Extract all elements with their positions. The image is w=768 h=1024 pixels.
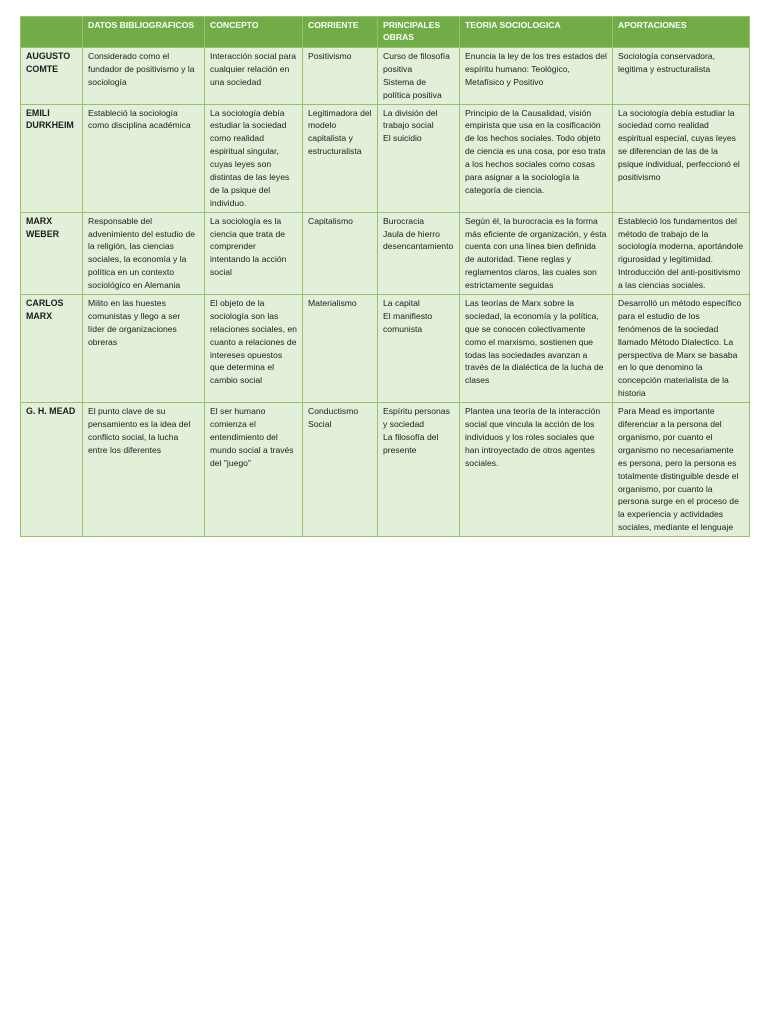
teoria-cell: Enuncia la ley de los tres estados del espíritu humano: Teológico, Metafísico y Positivo xyxy=(460,48,613,105)
concepto-cell: Interacción social para cualquier relación en una sociedad xyxy=(205,48,303,105)
teoria-cell: Las teorías de Marx sobre la sociedad, la economía y la política, que se conocen colectivamente como el marxismo, sostienen que todas las sociedades avanzan a través de la dialéctica de la lucha de clases xyxy=(460,295,613,403)
header-teoria-sociologica: TEORIA SOCIOLOGICA xyxy=(460,17,613,48)
obra-title: La filosofía del presente xyxy=(383,431,439,455)
obra-title: desencantamiento xyxy=(383,241,454,252)
document-page xyxy=(20,16,749,537)
table-row xyxy=(21,48,750,105)
obra-title: Jaula de hierro xyxy=(383,228,440,239)
sociologists-table xyxy=(20,16,750,537)
aportaciones-cell: Desarrolló un método específico para el estudio de los fenómenos de la sociedad llamado Método Dialectico. La perspectiva de Marx se basaba en lo que denomino la concepción materialista de la historia xyxy=(613,295,750,403)
obras-cell xyxy=(378,403,460,537)
teoria-cell: Según él, la burocracia es la forma más eficiente de organización, y ésta cuenta con una línea bien definida de autoridad. Tiene reglas y reglamentos claros, las cuales son estrictamente seguidas xyxy=(460,212,613,294)
obra-title: El manifiesto comunista xyxy=(383,310,433,334)
datos-cell: Considerado como el fundador de positivismo y la sociología xyxy=(83,48,205,105)
obra-title: Espíritu personas y sociedad xyxy=(383,406,450,430)
teoria-cell: Plantea una teoría de la interacción social que vincula la acción de los individuos y los roles sociales que han introyectado de otros agentes sociales. xyxy=(460,403,613,537)
obra-title: El suicidio xyxy=(383,133,422,144)
table-row xyxy=(21,403,750,537)
obra-title: Burocracia xyxy=(383,215,425,226)
datos-cell: Estableció la sociología como disciplina académica xyxy=(83,104,205,212)
obras-cell xyxy=(378,104,460,212)
author-name-cell: G. H. MEAD xyxy=(21,403,83,537)
table-header-row xyxy=(21,17,750,48)
corriente-cell: Capitalismo xyxy=(303,212,378,294)
header-corriente: CORRIENTE xyxy=(303,17,378,48)
author-name-cell: MARX WEBER xyxy=(21,212,83,294)
aportaciones-cell: Para Mead es importante diferenciar a la persona del organismo, por cuanto el organismo no necesariamente es persona, pero la persona es totalmente distinguible desde el organismo, por cuanto la persona surge en el proceso de la experiencia y actividades sociales, mediante el lenguaje xyxy=(613,403,750,537)
aportaciones-cell: Sociología conservadora, legitima y estructuralista xyxy=(613,48,750,105)
author-name-cell: AUGUSTO COMTE xyxy=(21,48,83,105)
corriente-cell: Conductismo Social xyxy=(303,403,378,537)
obra-title: La división del trabajo social xyxy=(383,107,438,131)
concepto-cell: El objeto de la sociología son las relaciones sociales, en cuanto a relaciones de intereses opuestos que determina el cambio social xyxy=(205,295,303,403)
header-principales-obras: PRINCIPALES OBRAS xyxy=(378,17,460,48)
corriente-cell: Legitimadora del modelo capitalista y estructuralista xyxy=(303,104,378,212)
aportaciones-cell: Estableció los fundamentos del método de trabajo de la sociología moderna, aportándole rigurosidad y legitimidad. Introducción del anti-positivismo a las ciencias sociales. xyxy=(613,212,750,294)
obra-title: La capital xyxy=(383,298,420,309)
table-row xyxy=(21,212,750,294)
concepto-cell: El ser humano comienza el entendimiento del mundo social a través del "juego" xyxy=(205,403,303,537)
datos-cell: El punto clave de su pensamiento es la idea del conflicto social, la lucha entre los diferentes xyxy=(83,403,205,537)
datos-cell: Responsable del advenimiento del estudio de la religión, las ciencias sociales, la economía y la política en un contexto sociológico en Alemania xyxy=(83,212,205,294)
author-name-cell: CARLOS MARX xyxy=(21,295,83,403)
corriente-cell: Materialismo xyxy=(303,295,378,403)
header-datos-bibliograficos: DATOS BIBLIOGRAFICOS xyxy=(83,17,205,48)
aportaciones-cell: La sociología debía estudiar la sociedad como realidad espiritual especial, cuyas leyes se diferencian de las de la psique individual, perfeccionó el positivismo xyxy=(613,104,750,212)
obra-title: Sistema de política positiva xyxy=(383,76,442,100)
author-name-cell: EMILI DURKHEIM xyxy=(21,104,83,212)
concepto-cell: La sociología es la ciencia que trata de comprender intentando la acción social xyxy=(205,212,303,294)
corriente-cell: Positivismo xyxy=(303,48,378,105)
concepto-cell: La sociología debía estudiar la sociedad como realidad espiritual singular, cuyas leyes son distintas de las leyes de la psique del individuo. xyxy=(205,104,303,212)
obras-cell xyxy=(378,48,460,105)
table-row xyxy=(21,295,750,403)
header-aportaciones: APORTACIONES xyxy=(613,17,750,48)
header-concepto: CONCEPTO xyxy=(205,17,303,48)
obras-cell xyxy=(378,295,460,403)
teoria-cell: Principio de la Causalidad, visión empirista que usa en la cosificación de los hechos sociales. Todo objeto de ciencia es una cosa, por eso trata a los hechos sociales como cosas para asignar a la sociología la categoría de ciencia. xyxy=(460,104,613,212)
datos-cell: Milito en las huestes comunistas y llego a ser líder de organizaciones obreras xyxy=(83,295,205,403)
table-row xyxy=(21,104,750,212)
header-empty-cell xyxy=(21,17,83,48)
obra-title: Curso de filosofía positiva xyxy=(383,51,450,74)
obras-cell xyxy=(378,212,460,294)
